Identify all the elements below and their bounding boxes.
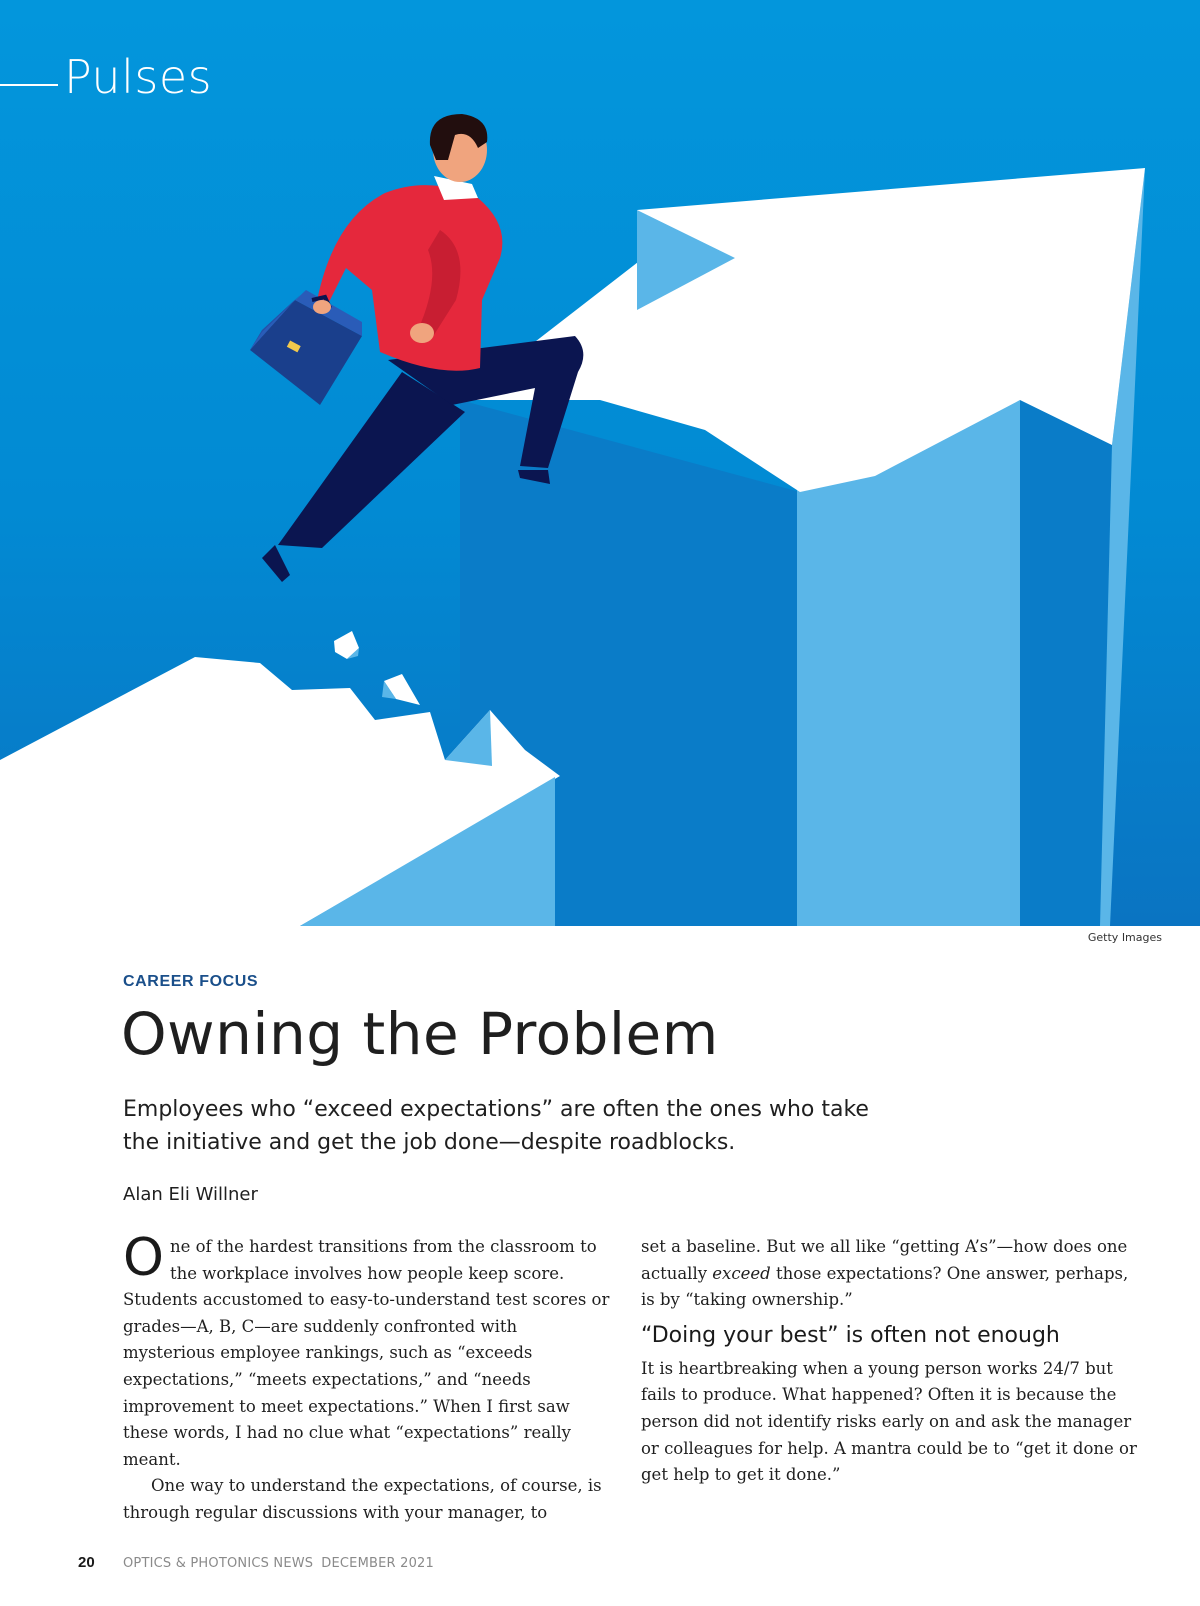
paragraph-3-end: those expectations? One answer, perhaps, is by “taking ownership.” xyxy=(641,1263,1129,1310)
paragraph-3 xyxy=(641,1234,1141,1314)
article-deck: Employees who “exceed expectations” are often the ones who take the initiative and get the job done—despite roadblocks. xyxy=(123,1097,869,1155)
photo-credit: Getty Images xyxy=(1087,931,1162,944)
drop-cap: O xyxy=(123,1228,164,1288)
publication-name: OPTICS & PHOTONICS NEWS xyxy=(123,1556,314,1571)
author-byline: Alan Eli Willner xyxy=(123,1184,258,1205)
section-label: Pulses xyxy=(64,50,213,104)
paragraph-1 xyxy=(123,1228,613,1473)
briefcase xyxy=(250,290,362,405)
emphasis-exceed: exceed xyxy=(712,1263,771,1283)
paragraph-4: It is heartbreaking when a young person works 24/7 but fails to produce. What happened? Often it is because the person did not identify risks early on and ask the manager or colleagues for help. A mantra could be to “get it done or get help to get it done.” xyxy=(641,1358,1137,1485)
hand xyxy=(410,323,434,343)
subheading: “Doing your best” is often not enough xyxy=(641,1322,1060,1348)
publication-info xyxy=(123,1556,434,1571)
paragraph-3-start: set a baseline. But we all like “getting A’s”—how does one actually xyxy=(641,1237,1128,1283)
page-footer xyxy=(78,1554,434,1571)
article-kicker: CAREER FOCUS xyxy=(123,973,259,990)
section-rule xyxy=(0,84,58,86)
article-title: Owning the Problem xyxy=(121,1000,719,1068)
issue-date: DECEMBER 2021 xyxy=(321,1556,434,1571)
arrow-pillar-right xyxy=(1020,400,1112,926)
page-number: 20 xyxy=(78,1554,95,1571)
body-column-left xyxy=(123,1228,613,1527)
paragraph-2: One way to understand the expectations, of course, is through regular discussions with your manager, to xyxy=(123,1476,602,1522)
back-leg xyxy=(278,372,465,548)
paragraph-1-text: ne of the hardest transitions from the classroom to the workplace involves how people keep score. Students accustomed to easy-to-understand test scores or grades—A, B, C—are suddenly confronted with mysterious employee rankings, such as “exceeds expectations,” “meets expectations,” and “needs improvement to meet expectations.” When I first saw these words, I had no clue what “expectations” really meant. xyxy=(123,1237,610,1469)
body-column-right xyxy=(641,1234,1141,1489)
back-shoe xyxy=(262,545,290,582)
